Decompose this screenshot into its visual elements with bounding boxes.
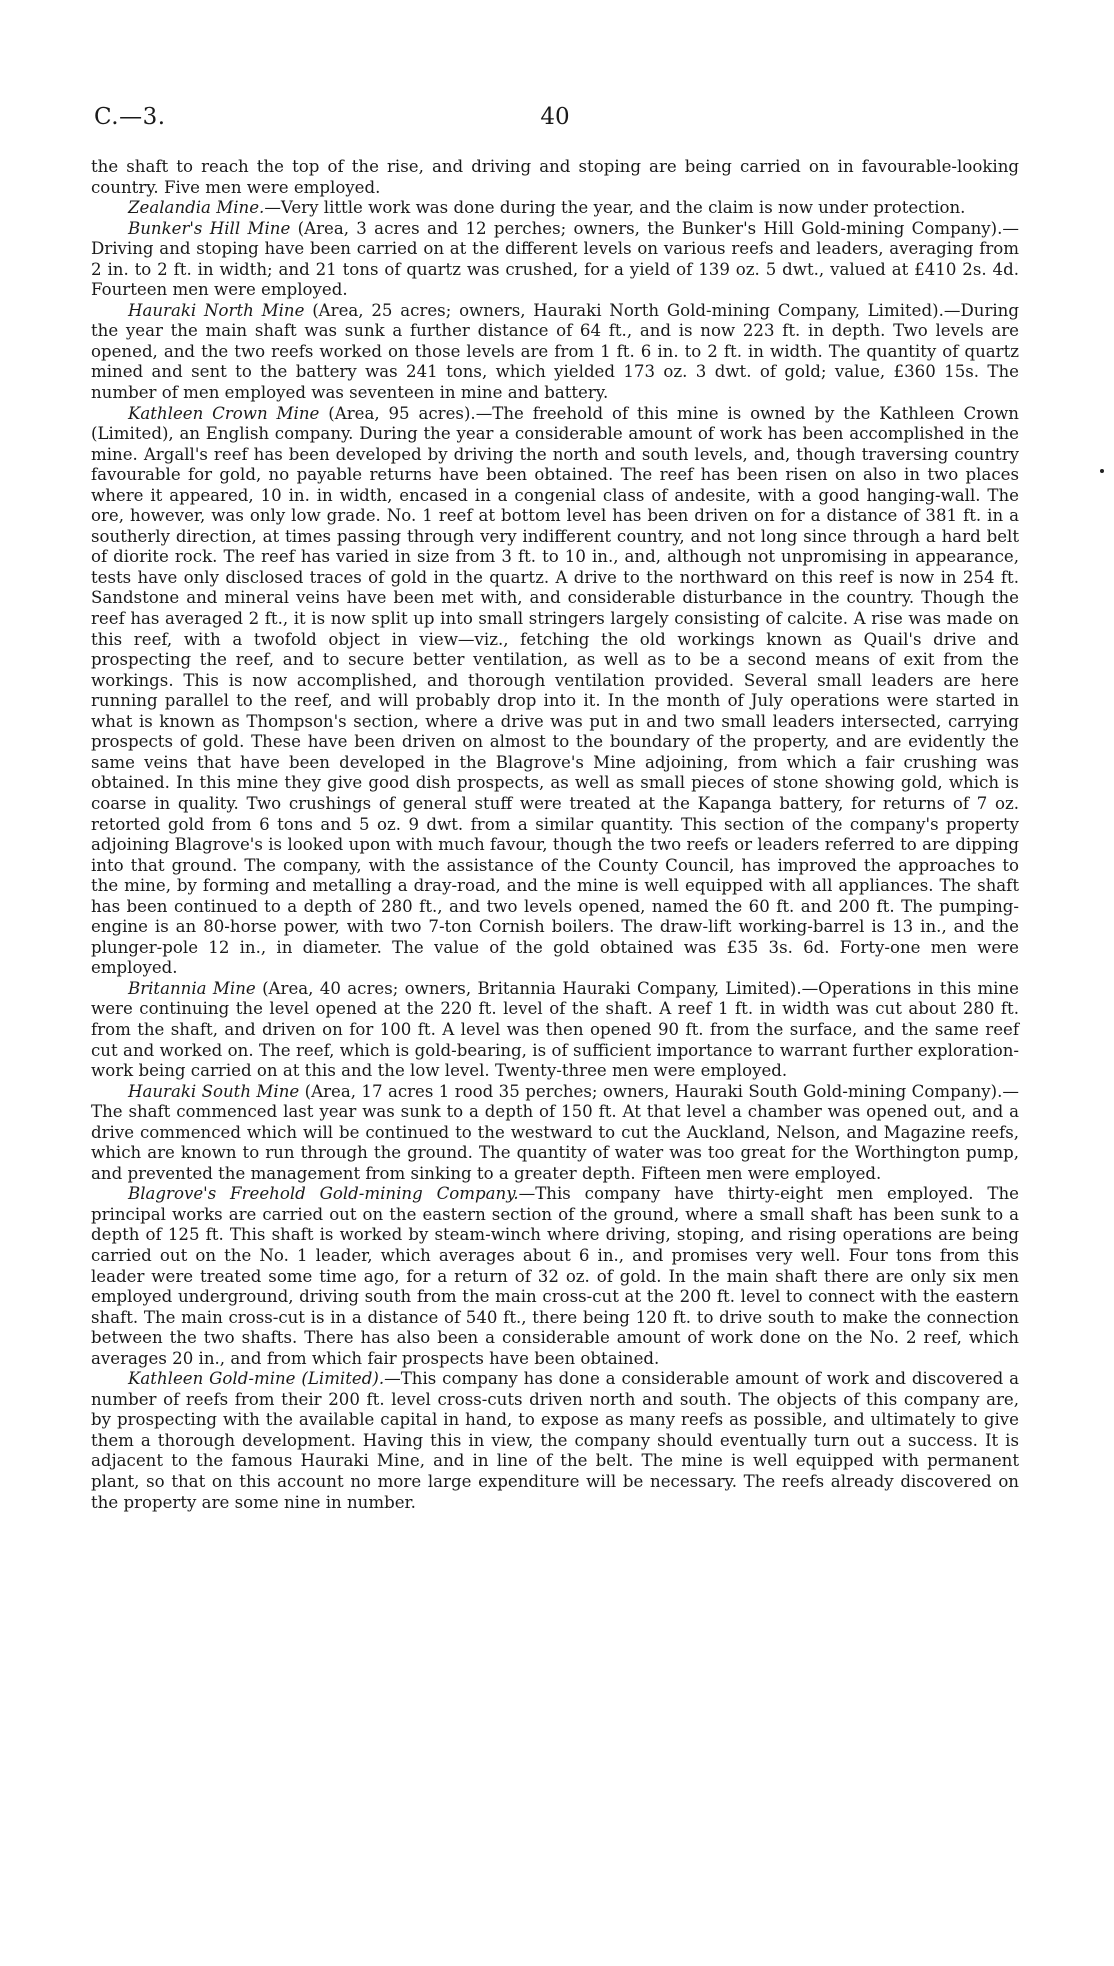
paragraph-text: —This company has done a considerable amount of work and discovered a number of reefs from their 200 ft. level cross-cuts driven north and south. The objects of this company are, by prospecting with the available capital in hand, to expose as many reefs as possible, and ultimately to give them a thorough development. Having this in view, the company should eventually turn out a success. It is adjacent to the famous Hauraki Mine, and in line of the belt. The mine is well equipped with permanent plant, so that on this account no more large expenditure will be necessary. The reefs already discovered on the property are some nine in number. bbox=[91, 1369, 1019, 1512]
paragraph-kathleen-gold-mine bbox=[91, 1369, 1019, 1513]
paragraph-blagroves-freehold bbox=[91, 1184, 1019, 1369]
paragraph-text: (Area, 25 acres; owners, Hauraki North Gold-mining Company, Limited).—During the year the main shaft was sunk a further distance of 64 ft., and is now 223 ft. in depth. Two levels are opened, and the two reefs worked on those levels are from 1 ft. 6 in. to 2 ft. in width. The quantity of quartz mined and sent to the battery was 241 tons, which yielded 173 oz. 3 dwt. of gold; value, £360 15s. The number of men employed was seventeen in mine and battery. bbox=[91, 300, 1019, 403]
paragraph-hauraki-north-mine bbox=[91, 301, 1019, 404]
paragraph-text: the shaft to reach the top of the rise, and driving and stoping are being carried on in favourable-looking country. Five men were employed. bbox=[91, 157, 1019, 197]
paragraph-text: (Area, 95 acres).—The freehold of this mine is owned by the Kathleen Crown (Limited), an English company. During the year a considerable amount of work has been accomplished in the mine. Argall's reef has been developed by driving the north and south levels, and, though traversing country favourable for gold, no payable returns have been obtained. The reef has been risen on also in two places where it appeared, 10 in. in width, encased in a congenial class of andesite, with a good hanging-wall. The ore, however, was only low grade. No. 1 reef at bottom level has been driven on for a distance of 381 ft. in a southerly direction, at times passing through very indifferent country, and not long since through a hard belt of diorite rock. The reef has varied in size from 3 ft. to 10 in., and, although not unpromising in appearance, tests have only disclosed traces of gold in the quartz. A drive to the northward on this reef is now in 254 ft. Sandstone and mineral veins have been met with, and considerable disturbance in the country. Though the reef has averaged 2 ft., it is now split up into small stringers largely consisting of calcite. A rise was made on this reef, with a twofold object in view—viz., fetching the old workings known as Quail's drive and prospecting the reef, and to secure better ventilation, as well as to be a second means of exit from the workings. This is now accomplished, and thorough ventilation provided. Several small leaders are here running parallel to the reef, and will probably drop into it. In the month of July operations were started in what is known as Thompson's section, where a drive was put in and two small leaders intersected, carrying prospects of gold. These have been driven on almost to the boundary of the property, and are evidently the same veins that have been developed in the Blagrove's Mine adjoining, from which a fair crushing was obtained. In this mine they give good dish prospects, as well as small pieces of stone showing gold, which is coarse in quality. Two crushings of general stuff were treated at the Kapanga battery, for returns of 7 oz. retorted gold from 6 tons and 5 oz. 9 dwt. from a similar quantity. This section of the company's property adjoining Blagrove's is looked upon with much favour, though the two reefs or leaders referred to are dipping into that ground. The company, with the assistance of the County Council, has improved the approaches to the mine, by forming and metalling a dray-road, and the mine is well equipped with all appliances. The shaft has been continued to a depth of 280 ft., and two levels opened, named the 60 ft. and 200 ft. The pumping-engine is an 80-horse power, with two 7-ton Cornish boilers. The draw-lift working-barrel is 13 in., and the plunger-pole 12 in., in diameter. The value of the gold obtained was £35 3s. 6d. Forty-one men were employed. bbox=[91, 403, 1019, 978]
mine-name: Zealandia Mine. bbox=[128, 198, 265, 218]
paragraph-text: (Area, 3 acres and 12 perches; owners, the Bunker's Hill Gold-mining Company).—Driving and stoping have been carried on at the different levels on various reefs and leaders, averaging from 2 in. to 2 ft. in width; and 21 tons of quartz was crushed, for a yield of 139 oz. 5 dwt., valued at £410 2s. 4d. Fourteen men were employed. bbox=[91, 218, 1020, 300]
paragraph-hauraki-south-mine bbox=[91, 1082, 1019, 1185]
paragraph-britannia-mine bbox=[91, 979, 1019, 1082]
mine-name: Hauraki North Mine bbox=[128, 300, 305, 320]
mine-name: Britannia Mine bbox=[128, 978, 256, 998]
mine-name: Bunker's Hill Mine bbox=[128, 218, 291, 238]
page-number: 40 bbox=[540, 104, 570, 130]
document-reference: C.—3. bbox=[94, 104, 166, 130]
mine-name: Hauraki South Mine bbox=[128, 1081, 300, 1101]
paragraph-text: (Area, 17 acres 1 rood 35 perches; owners, Hauraki South Gold-mining Company).—The shaft commenced last year was sunk to a depth of 150 ft. At that level a chamber was opened out, and a drive commenced which will be continued to the westward to cut the Auckland, Nelson, and Magazine reefs, which are known to run through the ground. The quantity of water was too great for the Worthington pump, and prevented the management from sinking to a greater depth. Fifteen men were employed. bbox=[91, 1081, 1019, 1183]
paragraph-continuation bbox=[91, 157, 1019, 198]
paragraph-kathleen-crown-mine bbox=[91, 404, 1019, 979]
mine-name: Blagrove's Freehold Gold-mining Company. bbox=[128, 1184, 519, 1204]
page-header bbox=[90, 100, 1020, 140]
paragraph-bunkers-hill-mine bbox=[91, 219, 1019, 301]
margin-dot bbox=[1100, 469, 1104, 473]
body-text bbox=[91, 157, 1019, 1513]
mine-name: Kathleen Crown Mine bbox=[128, 403, 320, 423]
paragraph-text: (Area, 40 acres; owners, Britannia Hauraki Company, Limited).—Operations in this mine were continuing the level opened at the 220 ft. level of the shaft. A reef 1 ft. in width was cut about 280 ft. from the shaft, and driven on for 100 ft. A level was then opened 90 ft. from the surface, and the same reef cut and worked on. The reef, which is gold-bearing, is of sufficient importance to warrant further exploration-work being carried on at this and the low level. Twenty-three men were employed. bbox=[91, 978, 1019, 1081]
paragraph-zealandia-mine bbox=[91, 198, 1019, 219]
paragraph-text: —This company have thirty-eight men employed. The principal works are carried out on the eastern section of the ground, where a small shaft has been sunk to a depth of 125 ft. This shaft is worked by steam-winch where driving, stoping, and rising operations are being carried out on the No. 1 leader, which averages about 6 in., and promises very well. Four tons from this leader were treated some time ago, for a return of 32 oz. of gold. In the main shaft there are only six men employed underground, driving south from the main cross-cut at the 200 ft. level to connect with the eastern shaft. The main cross-cut is in a distance of 540 ft., there being 120 ft. to drive south to make the connection between the two shafts. There has also been a considerable amount of work done on the No. 2 reef, which averages 20 in., and from which fair prospects have been obtained. bbox=[91, 1184, 1019, 1368]
mine-name: Kathleen Gold-mine (Limited). bbox=[128, 1369, 385, 1389]
paragraph-text: —Very little work was done during the year, and the claim is now under protection. bbox=[264, 198, 966, 218]
